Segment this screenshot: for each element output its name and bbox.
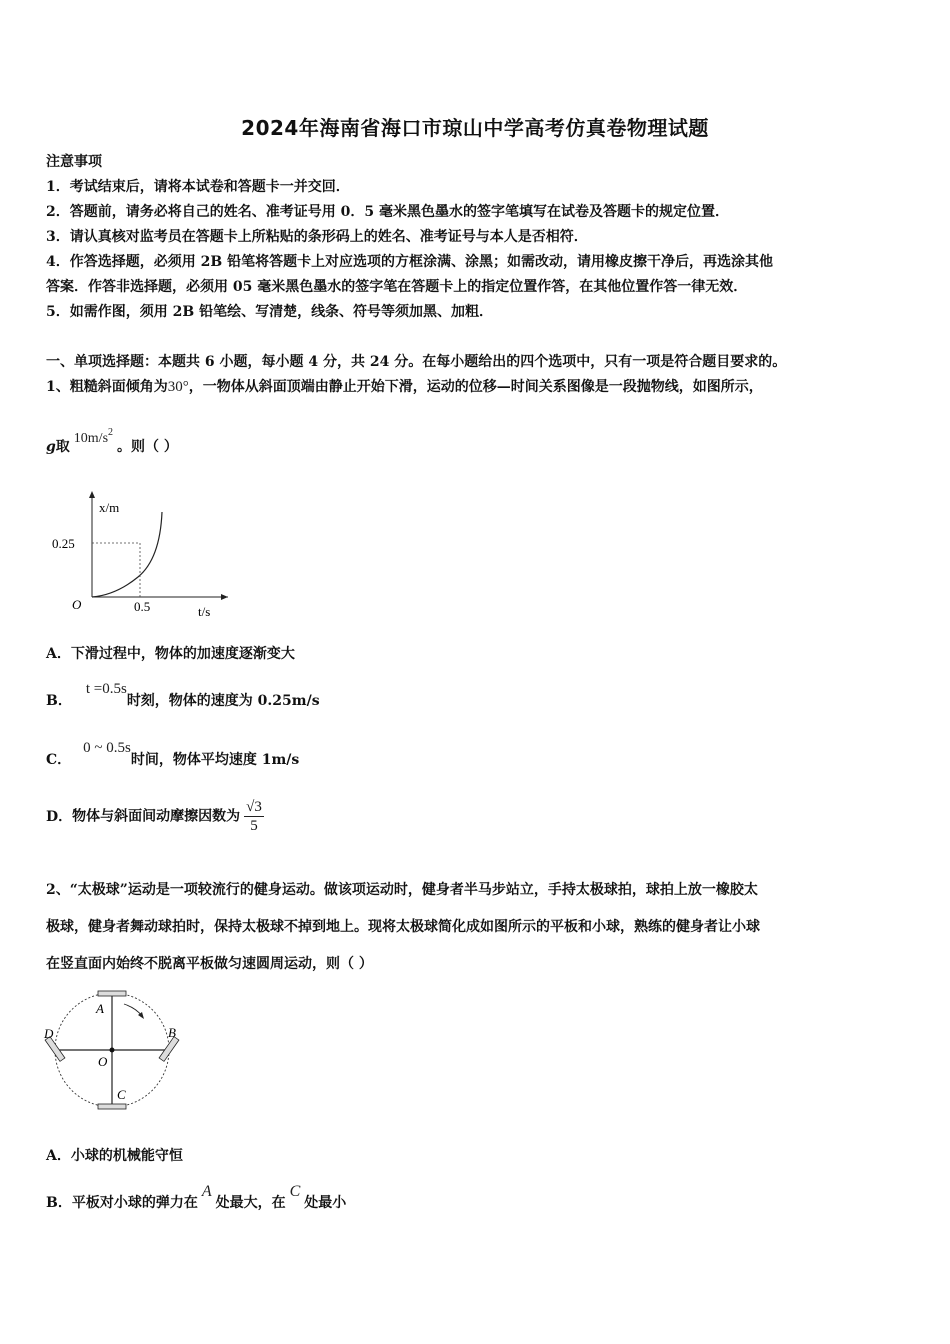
graph-x-label: t/s bbox=[198, 604, 211, 619]
notice-item: 5．如需作图，须用 2B 铅笔绘、写清楚，线条、符号等须加黑、加粗． bbox=[46, 304, 494, 320]
option-text: 时刻，物体的速度为 0.25m/s bbox=[126, 693, 320, 709]
q2-stem-line: 极球，健身者舞动球拍时，保持太极球不掉到地上。现将太极球简化成如图所示的平板和小球，熟练的健身者让小球 bbox=[46, 919, 760, 935]
option-text: 小球的机械能守恒 bbox=[70, 1148, 183, 1164]
q1-option-b bbox=[46, 681, 320, 710]
fraction bbox=[244, 798, 264, 835]
q1-stem-post: ，一物体从斜面顶端由静止开始下滑，运动的位移—时间关系图像是一段抛物线，如图所示， bbox=[188, 379, 763, 395]
option-text: 下滑过程中，物体的加速度逐渐变大 bbox=[70, 646, 295, 662]
option-label: B． bbox=[46, 1195, 72, 1211]
option-label: A． bbox=[46, 1148, 71, 1164]
section-heading: 一、单项选择题：本题共 6 小题，每小题 4 分，共 24 分。在每小题给出的四个选项中，只有一项是符合题目要求的。 bbox=[46, 354, 787, 370]
q1-g-line bbox=[46, 427, 178, 458]
label-b: B bbox=[168, 1025, 176, 1040]
g-symbol: g bbox=[46, 439, 56, 455]
paddle-bottom bbox=[98, 1104, 126, 1109]
graph-origin: O bbox=[72, 597, 82, 612]
q1-angle: 30° bbox=[167, 379, 189, 395]
notice-item: 答案．作答非选择题，必须用 05 毫米黑色墨水的签字笔在答题卡上的指定位置作答，在其他位置作答一律无效． bbox=[46, 279, 748, 295]
notice-item: 4．作答选择题，必须用 2B 铅笔将答题卡上对应选项的方框涂满、涂黑；如需改动，请用橡皮擦干净后，再选涂其他 bbox=[46, 254, 774, 270]
g-exponent: 2 bbox=[108, 427, 114, 438]
q2-stem-line: 2、“太极球”运动是一项较流行的健身运动。做该项运动时，健身者半马步站立，手持太极球拍，球拍上放一橡胶太 bbox=[46, 882, 758, 898]
graph-x-arrow bbox=[221, 594, 228, 600]
option-text: 处最大，在 bbox=[215, 1195, 286, 1211]
graph-curve bbox=[92, 512, 162, 597]
notice-item: 1．考试结束后，请将本试卷和答题卡一并交回． bbox=[46, 179, 350, 195]
q1-option-c bbox=[46, 740, 300, 769]
fraction-numerator: √3 bbox=[246, 799, 262, 815]
option-math: 0 ~ 0.5s bbox=[83, 740, 131, 756]
label-d: D bbox=[44, 1026, 54, 1041]
paddle-top bbox=[98, 991, 126, 996]
notice-item: 2．答题前，请务必将自己的姓名、准考证号用 0．5 毫米黑色墨水的签字笔填写在试卷及答题卡的规定位置． bbox=[46, 204, 729, 220]
option-text: 时间，物体平均速度 1m/s bbox=[130, 752, 300, 768]
option-text: 处最小 bbox=[304, 1195, 347, 1211]
fraction-denominator: 5 bbox=[250, 818, 258, 834]
q1-stem-end: 。则（ ） bbox=[117, 439, 178, 455]
label-a: A bbox=[96, 1001, 104, 1016]
g-value: 10m/s bbox=[73, 431, 109, 446]
option-label: A． bbox=[46, 646, 71, 662]
q1-graph bbox=[40, 485, 240, 625]
option-math: C bbox=[289, 1183, 301, 1200]
option-text: 物体与斜面间动摩擦因数为 bbox=[72, 808, 241, 825]
q2-option-a bbox=[46, 1147, 183, 1165]
paddle-right bbox=[159, 1037, 179, 1062]
q1-stem-pre: 1、粗糙斜面倾角为 bbox=[46, 379, 168, 395]
label-c: C bbox=[117, 1087, 126, 1102]
q1-option-a bbox=[46, 645, 295, 663]
q1-stem bbox=[46, 378, 763, 396]
q1-option-d bbox=[46, 798, 264, 835]
q2-stem-line: 在竖直面内始终不脱离平板做匀速圆周运动，则（ ） bbox=[46, 956, 373, 972]
page-title: 2024年海南省海口市琼山中学高考仿真卷物理试题 bbox=[241, 116, 709, 140]
center-point bbox=[110, 1048, 115, 1053]
notice-item: 3．请认真核对监考员在答题卡上所粘贴的条形码上的姓名、准考证号与本人是否相符． bbox=[46, 229, 588, 245]
option-math: t =0.5s bbox=[85, 681, 127, 697]
graph-y-arrow bbox=[89, 491, 95, 498]
graph-y-label: x/m bbox=[99, 500, 120, 515]
q2-option-b bbox=[46, 1183, 347, 1212]
option-label: D． bbox=[46, 808, 73, 825]
option-text: 平板对小球的弹力在 bbox=[71, 1195, 198, 1211]
notice-heading: 注意事项 bbox=[46, 154, 102, 170]
option-label: C． bbox=[46, 752, 72, 768]
option-label: B． bbox=[46, 693, 72, 709]
option-math: A bbox=[201, 1183, 212, 1200]
graph-x-tick: 0.5 bbox=[134, 599, 151, 614]
graph-y-tick: 0.25 bbox=[52, 536, 75, 551]
q2-figure bbox=[38, 988, 198, 1116]
label-o: O bbox=[98, 1054, 108, 1069]
g-text: 取 bbox=[55, 439, 70, 455]
